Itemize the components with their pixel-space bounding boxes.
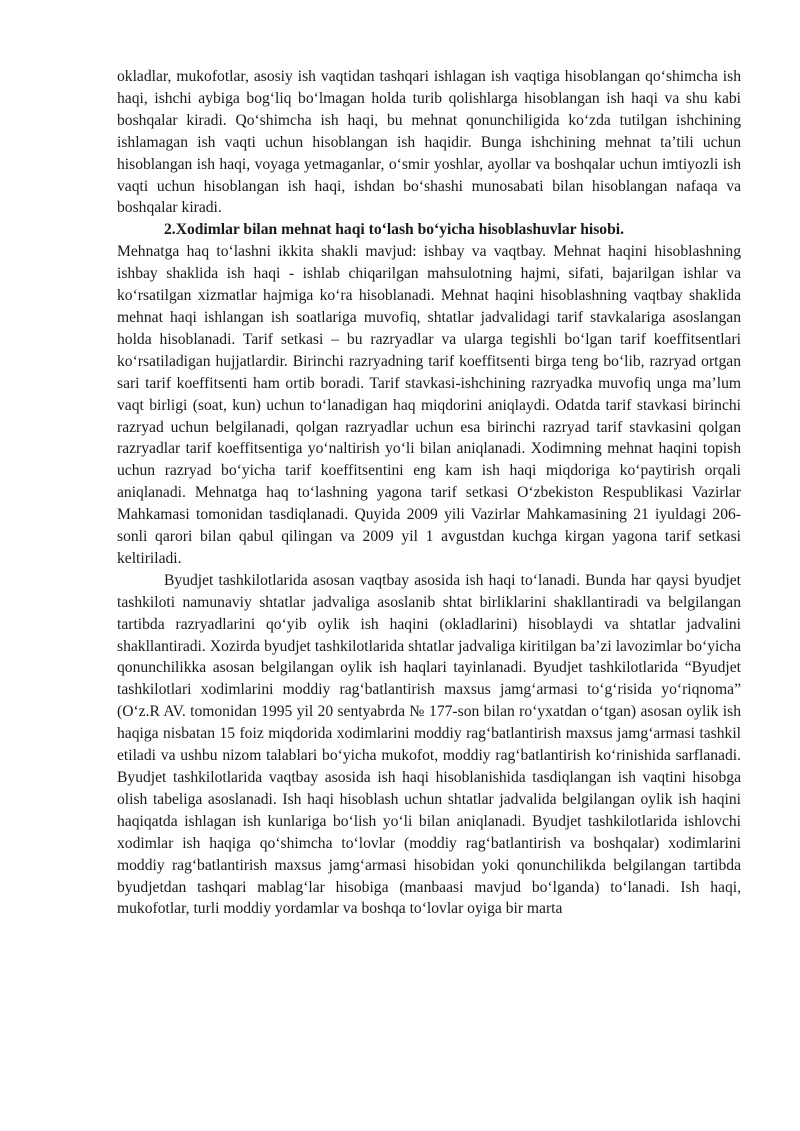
- section-heading: 2.Xodimlar bilan mehnat haqi to‘lash bo‘yicha hisoblashuvlar hisobi.: [164, 221, 624, 239]
- paragraph-3: Byudjet tashkilotlarida asosan vaqtbay asosida ish haqi to‘lanadi. Bunda har qaysi byudjet tashkiloti namunaviy shtatlar jadvaliga asoslanib shtat birliklarini shakllantiradi va belgilangan tartibda razryadlarini qo‘yib oylik ish haqini (okladlarini) hisoblaydi va shtatlar jadvalini shakllantiradi. Xozirda byudjet tashkilotlarida shtatlar jadvaliga kiritilgan ba’zi lavozimlar bo‘yicha qonunchilikka asosan belgilangan oylik ish haqlari tayinlanadi. Byudjet tashkilotlarida “Byudjet tashkilotlari xodimlarini moddiy rag‘batlantirish maxsus jamg‘armasi to‘g‘risida yo‘riqnoma” (O‘z.R AV. tomonidan 1995 yil 20 sentyabrda № 177-son bilan ro‘yxatdan o‘tgan) asosan oylik ish haqiga nisbatan 15 foiz miqdorida xodimlarini moddiy rag‘batlantirish maxsus jamg‘armasi tashkil etiladi va ushbu nizom talablari bo‘yicha mukofot, moddiy rag‘batlantirish ko‘rinishida sarflanadi. Byudjet tashkilotlarida vaqtbay asosida ish haqi hisoblanishida tasdiqlangan ish vaqtini hisobga olish tabeliga asoslanadi. Ish haqi hisoblash uchun shtatlar jadvalida belgilangan oylik ish haqini haqiqatda ishlagan ish kunlariga bo‘lish yo‘li bilan aniqlanadi. Byudjet tashkilotlarida ishlovchi xodimlar ish haqiga qo‘shimcha to‘lovlar (moddiy rag‘batlantirish va boshqalar) xodimlarini moddiy rag‘batlantirish maxsus jamg‘armasi hisobidan yoki qonunchilikda belgilangan tartibda byudjetdan tashqari mablag‘lar hisobiga (manbaasi mavjud bo‘lganda) to‘lanadi. Ish haqi, mukofotlar, turli moddiy yordamlar va boshqa to‘lovlar oyiga bir marta: [117, 571, 741, 918]
- document-page: [117, 66, 741, 920]
- paragraph-2: Mehnatga haq to‘lashni ikkita shakli mavjud: ishbay va vaqtbay. Mehnat haqini hisoblashning ishbay shaklida ish haqi - ishlab chiqarilgan mahsulotning hajmi, sifati, bajarilgan ishlar va ko‘rsatilgan xizmatlar hajmiga ko‘ra hisoblanadi. Mehnat haqini hisoblashning vaqtbay shaklida mehnat haqi ishlangan ish soatlariga muvofiq, shtatlar jadvalidagi tarif stavkalariga asoslangan holda hisoblanadi. Tarif setkasi – bu razryadlar va ularga tegishli bo‘lgan tarif koeffitsentlari ko‘rsatiladigan hujjatlardir. Birinchi razryadning tarif koeffitsenti birga teng bo‘lib, razryad ortgan sari tarif koeffitsenti ham ortib boradi. Tarif stavkasi-ishchining razryadka muvofiq unga ma’lum vaqt birligi (soat, kun) uchun to‘lanadigan haq miqdorini aniqlaydi. Odatda tarif stavkasi birinchi razryad uchun belgilanadi, qolgan razryadlar uchun esa birinchi razryad tarif stavkasini qolgan razryadlar tarif koeffitsentiga yo‘naltirish yo‘li bilan aniqlanadi. Xodimning mehnat haqini topish uchun razryad bo‘yicha tarif koeffitsentini eng kam ish haqi miqdoriga ko‘paytirish orqali aniqlanadi. Mehnatga haq to‘lashning yagona tarif setkasi O‘zbekiston Respublikasi Vazirlar Mahkamasi tomonidan tasdiqlanadi. Quyida 2009 yili Vazirlar Mahkamasining 21 iyuldagi 206-sonli qarori bilan qabul qilingan va 2009 yil 1 avgustdan kuchga kirgan yagona tarif setkasi keltiriladi.: [117, 243, 741, 567]
- paragraph-1: okladlar, mukofotlar, asosiy ish vaqtidan tashqari ishlagan ish vaqtiga hisoblangan qo‘shimcha ish haqi, ishchi aybiga bog‘liq bo‘lmagan holda turib qolishlarga hisoblangan ish haqi va shu kabi boshqalar kiradi. Qo‘shimcha ish haqi, bu mehnat qonunchiligida ko‘zda tutilgan ishchining ishlamagan ish vaqti uchun hisoblangan ish haqidir. Bunga ishchining mehnat ta’tili uchun hisoblangan ish haqi, voyaga yetmaganlar, o‘smir yoshlar, ayollar va boshqalar uchun imtiyozli ish vaqti uchun hisoblangan ish haqi, ishdan bo‘shashi munosabati bilan hisoblangan nafaqa va boshqalar kiradi.: [117, 68, 741, 217]
